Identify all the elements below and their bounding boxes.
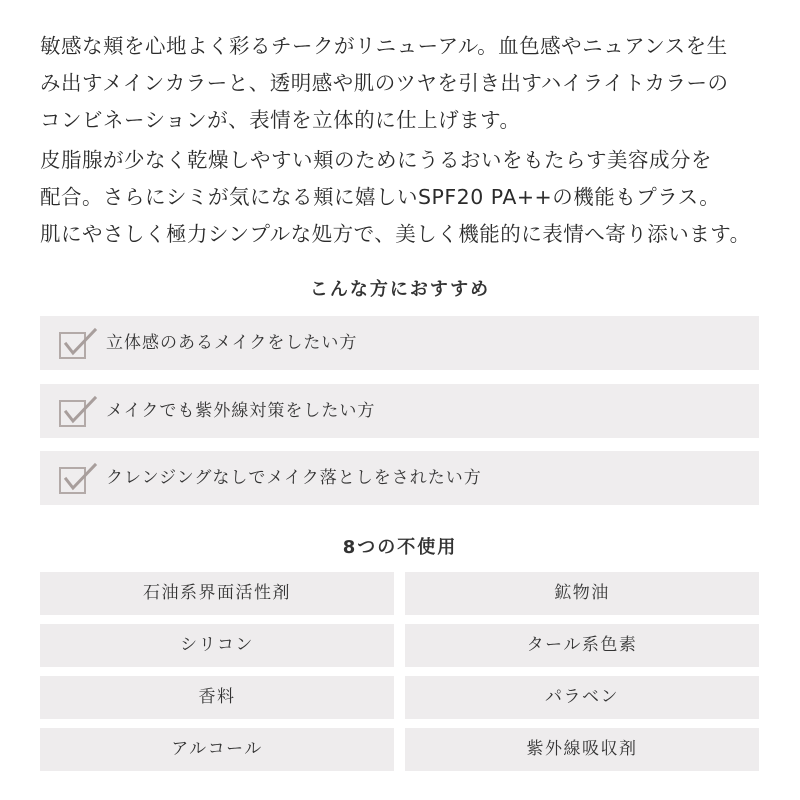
free-from-item: パラベン (405, 676, 759, 719)
free-from-item: 紫外線吸収剤 (405, 728, 759, 771)
checkbox-checked-icon (58, 395, 98, 429)
checkbox-checked-icon (58, 462, 98, 496)
free-from-item: 香料 (40, 676, 394, 719)
free-from-item: シリコン (40, 624, 394, 667)
free-from-grid (40, 572, 759, 771)
intro-paragraph-1: 敏感な頬を心地よく彩るチークがリニューアル。血色感やニュアンスを生 み出すメインカラーと、透明感や肌のツヤを引き出すハイライトカラーの コンビネーションが、表情を立体的に仕上げます。 (40, 34, 729, 132)
recommend-item-label: クレンジングなしでメイク落としをされたい方 (106, 468, 482, 488)
recommend-item-label: 立体感のあるメイクをしたい方 (106, 333, 358, 353)
free-from-heading: 8つの不使用 (342, 537, 458, 558)
recommend-heading: こんな方におすすめ (309, 279, 491, 300)
checkbox-checked-icon (58, 327, 98, 361)
intro-paragraph-2: 皮脂腺が少なく乾燥しやすい頬のためにうるおいをもたらす美容成分を 配合。さらにシミが気になる頬に嬉しいSPF20 PA++の機能もプラス。 肌にやさしく極力シンプルな処方で、美しく機能的に表情へ寄り添います。 (40, 148, 751, 246)
recommend-item (40, 384, 759, 438)
free-from-item: アルコール (40, 728, 394, 771)
free-from-item: タール系色素 (405, 624, 759, 667)
recommend-item (40, 451, 759, 505)
recommend-list (40, 316, 759, 519)
free-from-item: 石油系界面活性剤 (40, 572, 394, 615)
recommend-item (40, 316, 759, 370)
recommend-item-label: メイクでも紫外線対策をしたい方 (106, 400, 376, 421)
free-from-item: 鉱物油 (405, 572, 759, 615)
